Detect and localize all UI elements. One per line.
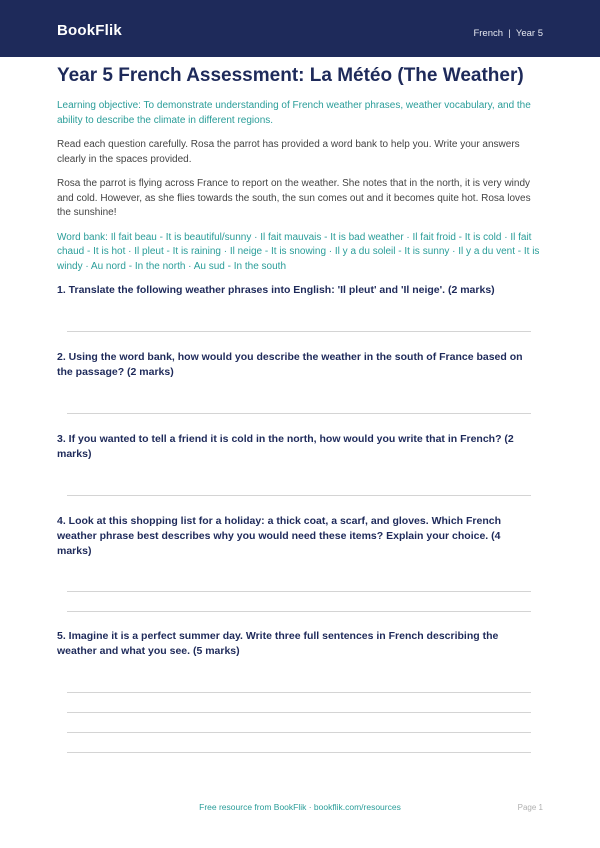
subject-year-label: French | Year 5 — [473, 28, 543, 39]
answer-line-5a[interactable] — [67, 692, 531, 693]
brand-logo[interactable]: BookFlik — [57, 22, 122, 39]
answer-line-1a[interactable] — [67, 331, 531, 332]
answer-line-5b[interactable] — [67, 712, 531, 713]
question-5: 5. Imagine it is a perfect summer day. Write three full sentences in French describing the weather and what you see. (5 marks) — [57, 630, 499, 657]
answer-line-4b[interactable] — [67, 611, 531, 612]
footer-link[interactable]: Free resource from BookFlik · bookflik.com/resources — [199, 802, 401, 812]
answer-line-4a[interactable] — [67, 591, 531, 592]
header-bar — [0, 0, 600, 57]
answer-line-3a[interactable] — [67, 495, 531, 496]
question-1: 1. Translate the following weather phrases into English: 'Il pleut' and 'Il neige'. (2 marks) — [57, 284, 495, 296]
page-title: Year 5 French Assessment: La Météo (The Weather) — [57, 65, 524, 86]
instructions: Read each question carefully. Rosa the parrot has provided a word bank to help you. Write your answers clearly in the spaces provided. — [57, 139, 520, 165]
question-3: 3. If you wanted to tell a friend it is cold in the north, how would you write that in French? (2 marks) — [57, 433, 514, 460]
intro-section — [57, 63, 543, 274]
question-2: 2. Using the word bank, how would you describe the weather in the south of France based on the passage? (2 marks) — [57, 351, 523, 378]
answer-line-2a[interactable] — [67, 413, 531, 414]
reading-passage: Rosa the parrot is flying across France to report on the weather. She notes that in the north, it is very windy and cold. However, as she flies towards the south, the sun comes out and it becomes quite hot. Rosa loves the sunshine! — [57, 178, 531, 218]
question-4: 4. Look at this shopping list for a holiday: a thick coat, a scarf, and gloves. Which French weather phrase best describes why you would need these items? Explain your choice. (4 marks) — [57, 515, 501, 557]
page-number: Page 1 — [517, 803, 543, 812]
answer-line-5c[interactable] — [67, 732, 531, 733]
learning-objective: Learning objective: To demonstrate understanding of French weather phrases, weather vocabulary, and the ability to describe the climate in different regions. — [57, 100, 531, 126]
word-bank: Word bank: Il fait beau - It is beautiful/sunny · Il fait mauvais - It is bad weather · Il fait froid - It is cold · Il fait chaud - It is hot · Il pleut - It is raining · Il neige - It is snowing · Il y a du soleil - It is sunny · Il y a du vent - It is windy · Au nord - In the north · Au sud - In the south — [57, 231, 540, 272]
answer-line-5d[interactable] — [67, 752, 531, 753]
